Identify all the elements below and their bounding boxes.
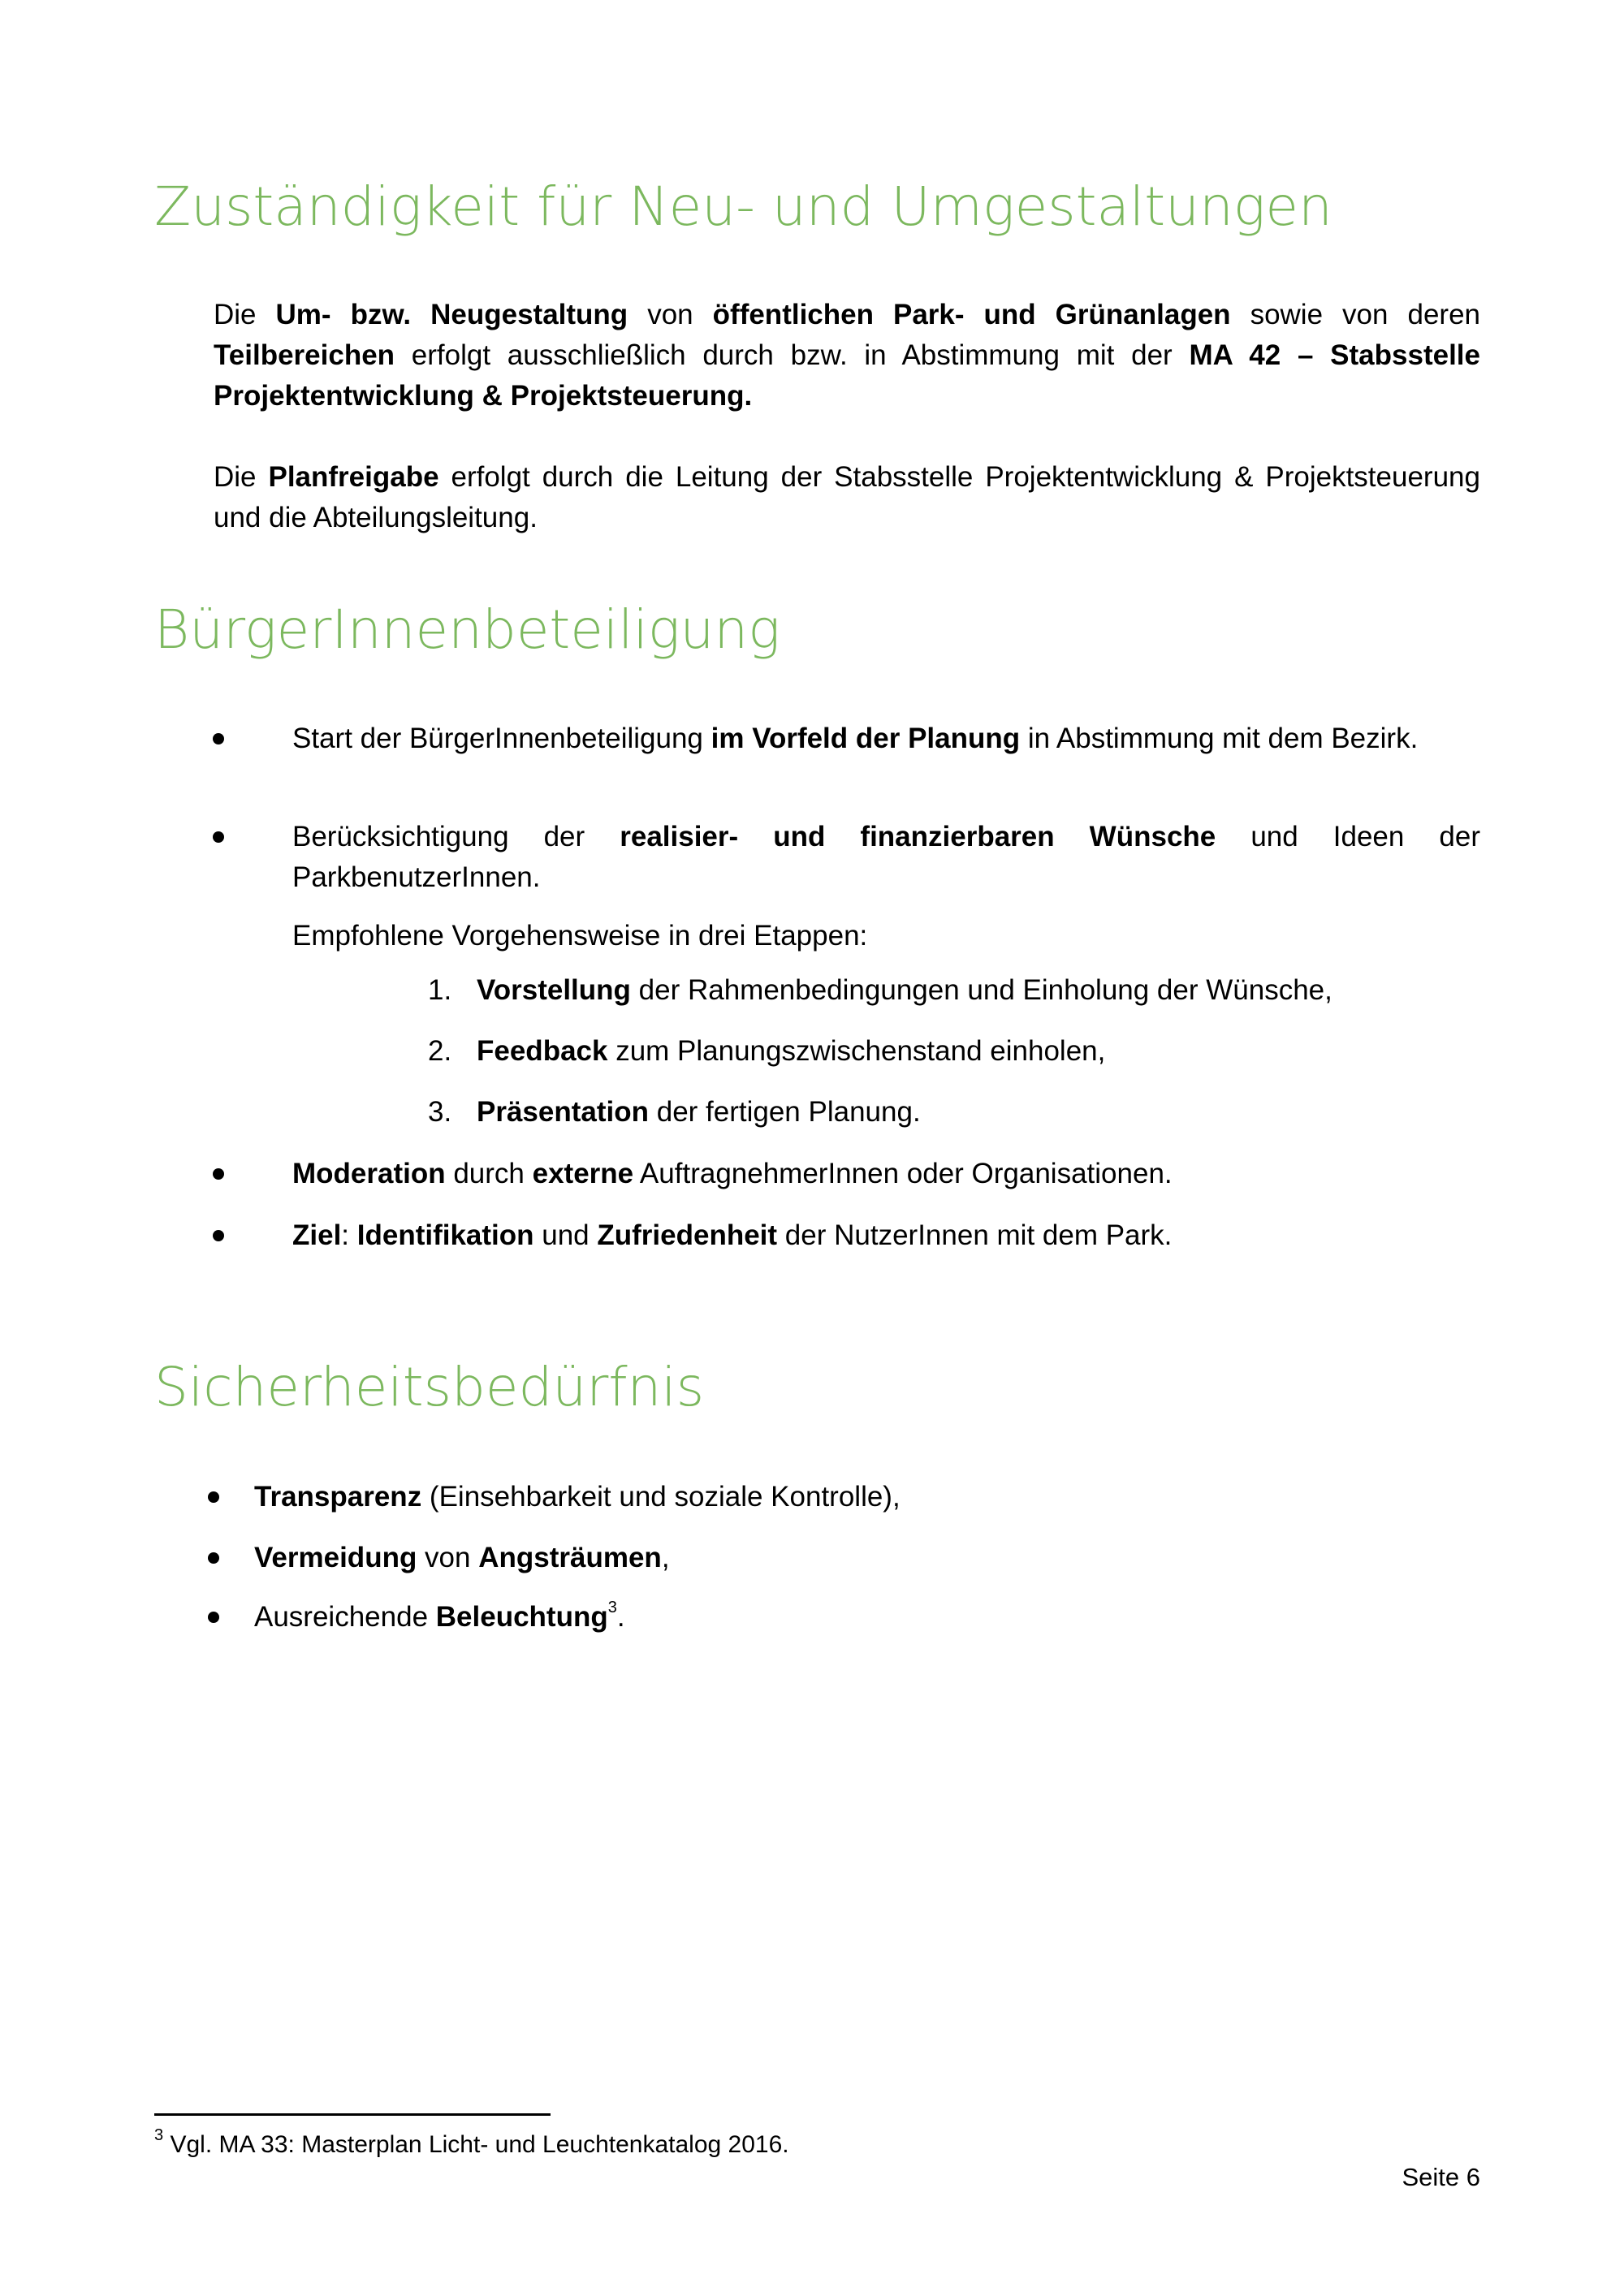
bullet-icon: [213, 733, 224, 744]
text-run: von: [417, 1542, 479, 1573]
bullet-icon: [213, 1230, 224, 1241]
step-item: [428, 1031, 1105, 1072]
text-run: der NutzerInnen mit dem Park.: [777, 1219, 1173, 1251]
bold-run: Transparenz: [254, 1481, 422, 1513]
bullet-icon: [208, 1612, 219, 1623]
bold-run: im Vorfeld der Planung: [710, 723, 1021, 754]
bullet-icon: [213, 831, 224, 843]
bullet-text: [254, 1538, 670, 1578]
footnote: [154, 2126, 789, 2161]
paragraph-planfreigabe: [214, 457, 1480, 538]
text-run: durch: [445, 1158, 533, 1189]
text-run: und: [533, 1219, 598, 1251]
list-item: [0, 719, 1624, 800]
footnote-text: Vgl. MA 33: Masterplan Licht- und Leuchtenkatalog 2016.: [163, 2131, 789, 2158]
text-run: Die: [214, 461, 269, 493]
text-run: (Einsehbarkeit und soziale Kontrolle),: [421, 1481, 901, 1513]
section-heading-sicherheit: Sicherheitsbedürfnis: [154, 1356, 705, 1418]
section-heading-buergerbeteiligung: BürgerInnenbeteiligung: [154, 598, 780, 661]
list-item: [0, 1538, 1624, 1578]
text-run: ,: [661, 1542, 670, 1573]
text-run: :: [341, 1219, 357, 1251]
bullet-icon: [213, 1168, 224, 1180]
footnote-separator: [154, 2113, 551, 2116]
text-run: Die: [214, 299, 276, 330]
bold-run: Teilbereichen: [214, 339, 395, 371]
text-run: in Abstimmung mit dem Bezirk.: [1020, 723, 1419, 754]
text-run: .: [616, 1601, 625, 1633]
bullet-icon: [208, 1552, 219, 1564]
text-run: erfolgt ausschließlich durch bzw. in Abstimmung mit der: [395, 339, 1190, 371]
bold-run: externe: [532, 1158, 634, 1189]
text-run: und Ideen der ParkbenutzerInnen.: [292, 821, 1480, 893]
text-run: der Rahmenbedingungen und Einholung der Wünsche,: [630, 974, 1332, 1006]
step-item: [428, 1092, 921, 1133]
footnote-marker: 3: [154, 2126, 164, 2144]
bullet-text: [292, 1215, 1172, 1256]
list-item: [0, 1597, 1624, 1638]
bullet-text: [292, 1154, 1173, 1194]
text-run: sowie von deren: [1230, 299, 1481, 330]
text-run: AuftragnehmerInnen oder Organisationen.: [633, 1158, 1173, 1189]
step-number: 2.: [428, 1035, 452, 1067]
text-run: von: [628, 299, 713, 330]
footnote-reference[interactable]: 3: [607, 1599, 617, 1617]
bullet-icon: [208, 1491, 219, 1503]
bullet-text: [254, 1477, 901, 1517]
bold-run: Beleuchtung: [435, 1601, 608, 1633]
bold-run: Zufriedenheit: [597, 1219, 778, 1251]
bullet-text: [292, 817, 1480, 898]
list-item: [0, 817, 1624, 898]
bold-run: Präsentation: [477, 1096, 649, 1128]
steps-intro: Empfohlene Vorgehensweise in drei Etappen:: [292, 920, 868, 952]
step-number: 3.: [428, 1096, 452, 1128]
page-number: Seite 6: [1402, 2163, 1480, 2191]
text-run: Start der BürgerInnenbeteiligung: [292, 723, 711, 754]
bold-run: Vermeidung: [254, 1542, 417, 1573]
bold-run: Feedback: [477, 1035, 608, 1067]
step-item: [428, 970, 1332, 1011]
text-run: Ausreichende: [254, 1601, 436, 1633]
bold-run: öffentlichen Park- und Grünanlagen: [712, 299, 1231, 330]
text-run: der fertigen Planung.: [649, 1096, 921, 1128]
bold-run: Angsträumen: [478, 1542, 662, 1573]
text-run: erfolgt durch die Leitung der Stabsstelle Projektentwicklung & Projektsteuerung und die Abteilungsleitung.: [214, 461, 1480, 533]
bold-run: Planfreigabe: [268, 461, 439, 493]
step-number: 1.: [428, 974, 452, 1006]
bullet-text: [292, 719, 1480, 759]
paragraph-umgestaltung: [214, 295, 1480, 416]
bold-run: Ziel: [292, 1219, 342, 1251]
section-heading-zustaendigkeit: Zuständigkeit für Neu- und Umgestaltungen: [154, 175, 1332, 238]
list-item: [0, 1215, 1624, 1256]
text-run: Berücksichtigung der: [292, 821, 620, 852]
bold-run: Um- bzw. Neugestaltung: [275, 299, 628, 330]
text-run: zum Planungszwischenstand einholen,: [607, 1035, 1106, 1067]
bold-run: realisier- und finanzierbaren Wünsche: [620, 821, 1216, 852]
list-item: [0, 1154, 1624, 1194]
list-item: [0, 1477, 1624, 1517]
bold-run: MA 42 – Stabsstelle Projektentwicklung & Projektsteuerung.: [214, 339, 1480, 412]
bold-run: Vorstellung: [477, 974, 631, 1006]
bullet-text: [254, 1597, 625, 1638]
bold-run: Moderation: [292, 1158, 446, 1189]
bold-run: Identifikation: [356, 1219, 534, 1251]
